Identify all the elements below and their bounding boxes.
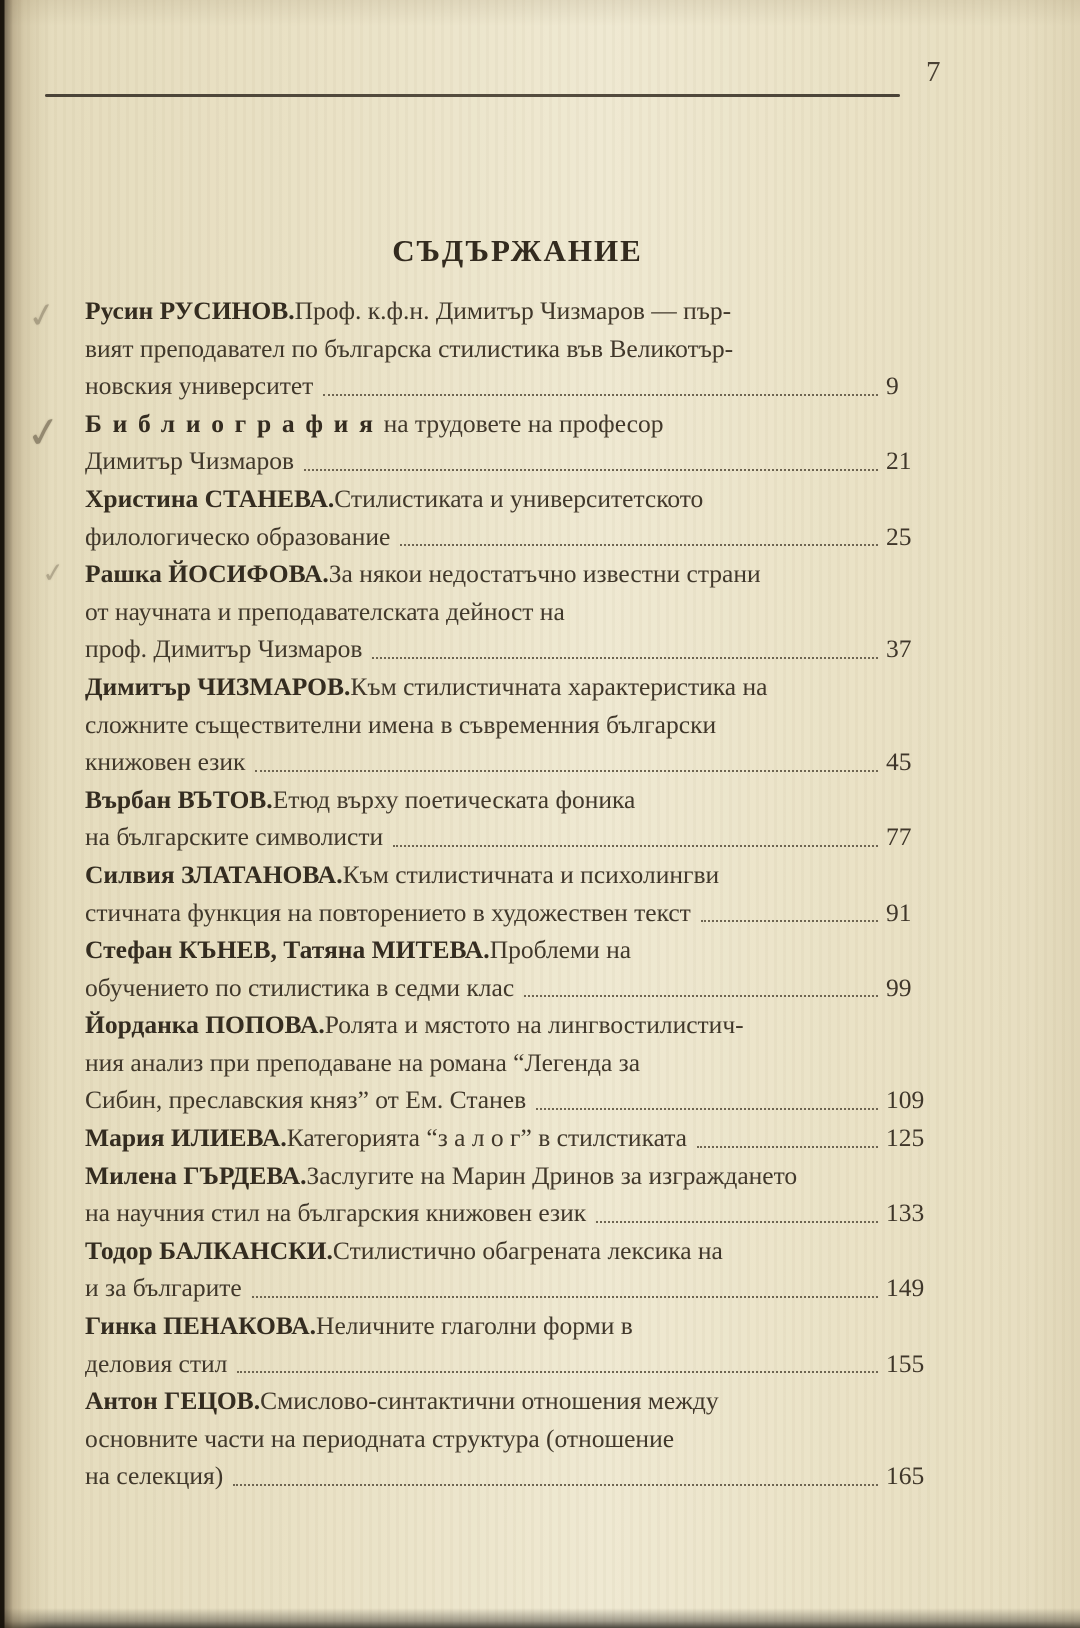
toc-line bbox=[85, 818, 950, 856]
title-text: Неличните глаголни форми в bbox=[316, 1311, 633, 1341]
title-text: от научната и преподавателската дейност на bbox=[85, 596, 565, 626]
toc-line bbox=[85, 1006, 950, 1044]
toc-page-number: 21 bbox=[886, 446, 912, 476]
toc-page-number: 25 bbox=[886, 521, 912, 551]
title-text: филологическо образование bbox=[85, 521, 391, 551]
toc-line bbox=[85, 1119, 950, 1157]
toc-page-number: 149 bbox=[886, 1273, 925, 1303]
toc-line bbox=[85, 518, 950, 556]
dot-leader bbox=[524, 995, 878, 997]
title-text: ния анализ при преподаване на романа “Легенда за bbox=[85, 1047, 641, 1077]
page-title: СЪДЪРЖАНИЕ bbox=[392, 233, 643, 268]
author-name: Христина СТАНЕВА. bbox=[85, 483, 335, 513]
toc-page-number: 133 bbox=[886, 1198, 925, 1228]
toc-entry bbox=[85, 668, 950, 781]
author-name: Тодор БАЛКАНСКИ. bbox=[85, 1235, 333, 1265]
title-text: проф. Димитър Чизмаров bbox=[85, 634, 363, 664]
title-text: обучението по стилистика в седми клас bbox=[85, 972, 515, 1002]
toc-page-number: 9 bbox=[886, 371, 899, 401]
title-text: Сибин, преславския княз” от Ем. Станев bbox=[85, 1085, 527, 1115]
dot-leader bbox=[233, 1484, 878, 1486]
author-name: Гинка ПЕНАКОВА. bbox=[85, 1311, 317, 1341]
toc-entry bbox=[85, 1232, 950, 1307]
dot-leader bbox=[252, 1296, 878, 1298]
title-text: Проф. к.ф.н. Димитър Чизмаров — пър- bbox=[294, 296, 732, 325]
toc-line bbox=[85, 743, 950, 781]
title-text: Към стилистичната и психолингви bbox=[342, 859, 720, 889]
toc-entry bbox=[85, 781, 950, 856]
toc-line bbox=[85, 1044, 950, 1082]
toc-line bbox=[85, 1420, 950, 1458]
toc-line bbox=[85, 1269, 950, 1307]
title-text: основните части на периодната структура (отношение bbox=[85, 1423, 675, 1453]
title-text: Стилистично обагрената лексика на bbox=[332, 1235, 723, 1265]
toc-page-number: 109 bbox=[886, 1085, 925, 1115]
dot-leader bbox=[372, 657, 878, 659]
dot-leader bbox=[393, 845, 878, 847]
toc-line bbox=[85, 630, 950, 668]
toc-line bbox=[85, 781, 950, 819]
author-name: Мария ИЛИЕВА. bbox=[85, 1123, 287, 1153]
author-name: Димитър ЧИЗМАРОВ. bbox=[85, 671, 351, 701]
author-name: Милена ГЪРДЕВА. bbox=[85, 1160, 307, 1190]
toc-list bbox=[85, 292, 950, 1495]
dot-leader bbox=[536, 1108, 878, 1110]
dot-leader bbox=[400, 544, 878, 546]
title-text: Стилистиката и университетското bbox=[334, 483, 704, 513]
toc-line bbox=[85, 555, 950, 593]
toc-entry bbox=[85, 1382, 950, 1495]
dot-leader bbox=[701, 920, 878, 922]
toc-line bbox=[85, 894, 950, 932]
pencil-checkmark-icon: ✓ bbox=[22, 405, 65, 460]
title-text: на трудовете на професор bbox=[383, 408, 664, 438]
toc-line bbox=[85, 1457, 950, 1495]
toc-line bbox=[85, 1157, 950, 1195]
title-text: Заслугите на Марин Дринов за изграждането bbox=[306, 1160, 798, 1190]
toc-line bbox=[85, 442, 950, 480]
toc-line bbox=[85, 1382, 950, 1420]
toc-page-number: 155 bbox=[886, 1348, 925, 1378]
dot-leader bbox=[255, 770, 878, 772]
title-text: на селекция) bbox=[85, 1461, 224, 1491]
title-text: новския университет bbox=[85, 371, 314, 401]
toc-line bbox=[85, 1081, 950, 1119]
title-text: вият преподавател по българска стилистика във Великотър- bbox=[85, 333, 734, 363]
page-number: 7 bbox=[926, 56, 941, 88]
toc-line bbox=[85, 931, 950, 969]
title-text: книжовен език bbox=[85, 747, 246, 777]
title-text: Към стилистичната характеристика на bbox=[350, 671, 768, 701]
toc-line bbox=[85, 1345, 950, 1383]
author-name: Йорданка ПОПОВА. bbox=[85, 1010, 325, 1040]
title-text: деловия стил bbox=[85, 1348, 228, 1378]
toc-page-number: 77 bbox=[886, 822, 912, 852]
author-name: Върбан ВЪТОВ. bbox=[85, 784, 273, 814]
toc-entry bbox=[85, 1119, 950, 1157]
author-name: Рашка ЙОСИФОВА. bbox=[85, 559, 329, 589]
toc-page-number: 165 bbox=[886, 1461, 925, 1491]
author-name: Русин РУСИНОВ. bbox=[85, 296, 295, 325]
toc-line bbox=[85, 292, 950, 330]
toc-line bbox=[85, 856, 950, 894]
toc-line bbox=[85, 706, 950, 744]
toc-page-number: 45 bbox=[886, 747, 912, 777]
author-name: Библиография bbox=[85, 408, 384, 438]
dot-leader bbox=[323, 394, 878, 396]
toc-line bbox=[85, 668, 950, 706]
toc-line bbox=[85, 593, 950, 631]
toc-entry bbox=[85, 405, 950, 480]
title-text: сложните съществителни имена в съвременния български bbox=[85, 709, 717, 739]
title-text: на научния стил на българския книжовен език bbox=[85, 1198, 587, 1228]
toc-line bbox=[85, 480, 950, 518]
dot-leader bbox=[304, 469, 878, 471]
toc-page-number: 91 bbox=[886, 897, 912, 927]
toc-entry bbox=[85, 555, 950, 668]
toc-entry bbox=[85, 292, 950, 405]
toc-line bbox=[85, 367, 950, 405]
toc-page-number: 125 bbox=[886, 1123, 925, 1153]
title-text: Ролята и мястото на лингвостилистич- bbox=[324, 1010, 744, 1040]
title-text: Димитър Чизмаров bbox=[85, 446, 295, 476]
toc-line bbox=[85, 969, 950, 1007]
title-text: на българските символисти bbox=[85, 822, 384, 852]
toc-entry bbox=[85, 931, 950, 1006]
toc-line bbox=[85, 1232, 950, 1270]
title-text: Етюд върху поетическата фоника bbox=[272, 784, 636, 814]
dot-leader bbox=[237, 1371, 878, 1373]
title-text: За някои недостатъчно известни страни bbox=[328, 559, 761, 589]
toc-entry bbox=[85, 1307, 950, 1382]
dot-leader bbox=[697, 1146, 878, 1148]
dot-leader bbox=[596, 1221, 878, 1223]
title-text: Категорията “з а л о г” в стилстиката bbox=[286, 1123, 688, 1153]
toc-page-number: 99 bbox=[886, 972, 912, 1002]
toc-line bbox=[85, 330, 950, 368]
title-text: стичната функция на повторението в художествен текст bbox=[85, 897, 691, 927]
pencil-checkmark-icon: ✓ bbox=[24, 293, 60, 339]
toc-page-number: 37 bbox=[886, 634, 912, 664]
author-name: Силвия ЗЛАТАНОВА. bbox=[85, 859, 343, 889]
title-text: и за българите bbox=[85, 1273, 242, 1303]
author-name: Антон ГЕЦОВ. bbox=[85, 1386, 261, 1416]
header-rule bbox=[45, 94, 900, 97]
toc-line bbox=[85, 405, 950, 443]
toc-entry bbox=[85, 1006, 950, 1119]
title-text: Проблеми на bbox=[489, 935, 632, 965]
toc-entry bbox=[85, 480, 950, 555]
toc-entry bbox=[85, 856, 950, 931]
toc-line bbox=[85, 1307, 950, 1345]
title-text: Смислово-синтактични отношения между bbox=[260, 1386, 719, 1416]
pencil-checkmark-icon: ✓ bbox=[40, 556, 67, 591]
author-name: Стефан КЪНЕВ, Татяна МИТЕВА. bbox=[85, 935, 490, 965]
toc-line bbox=[85, 1194, 950, 1232]
toc-entry bbox=[85, 1157, 950, 1232]
